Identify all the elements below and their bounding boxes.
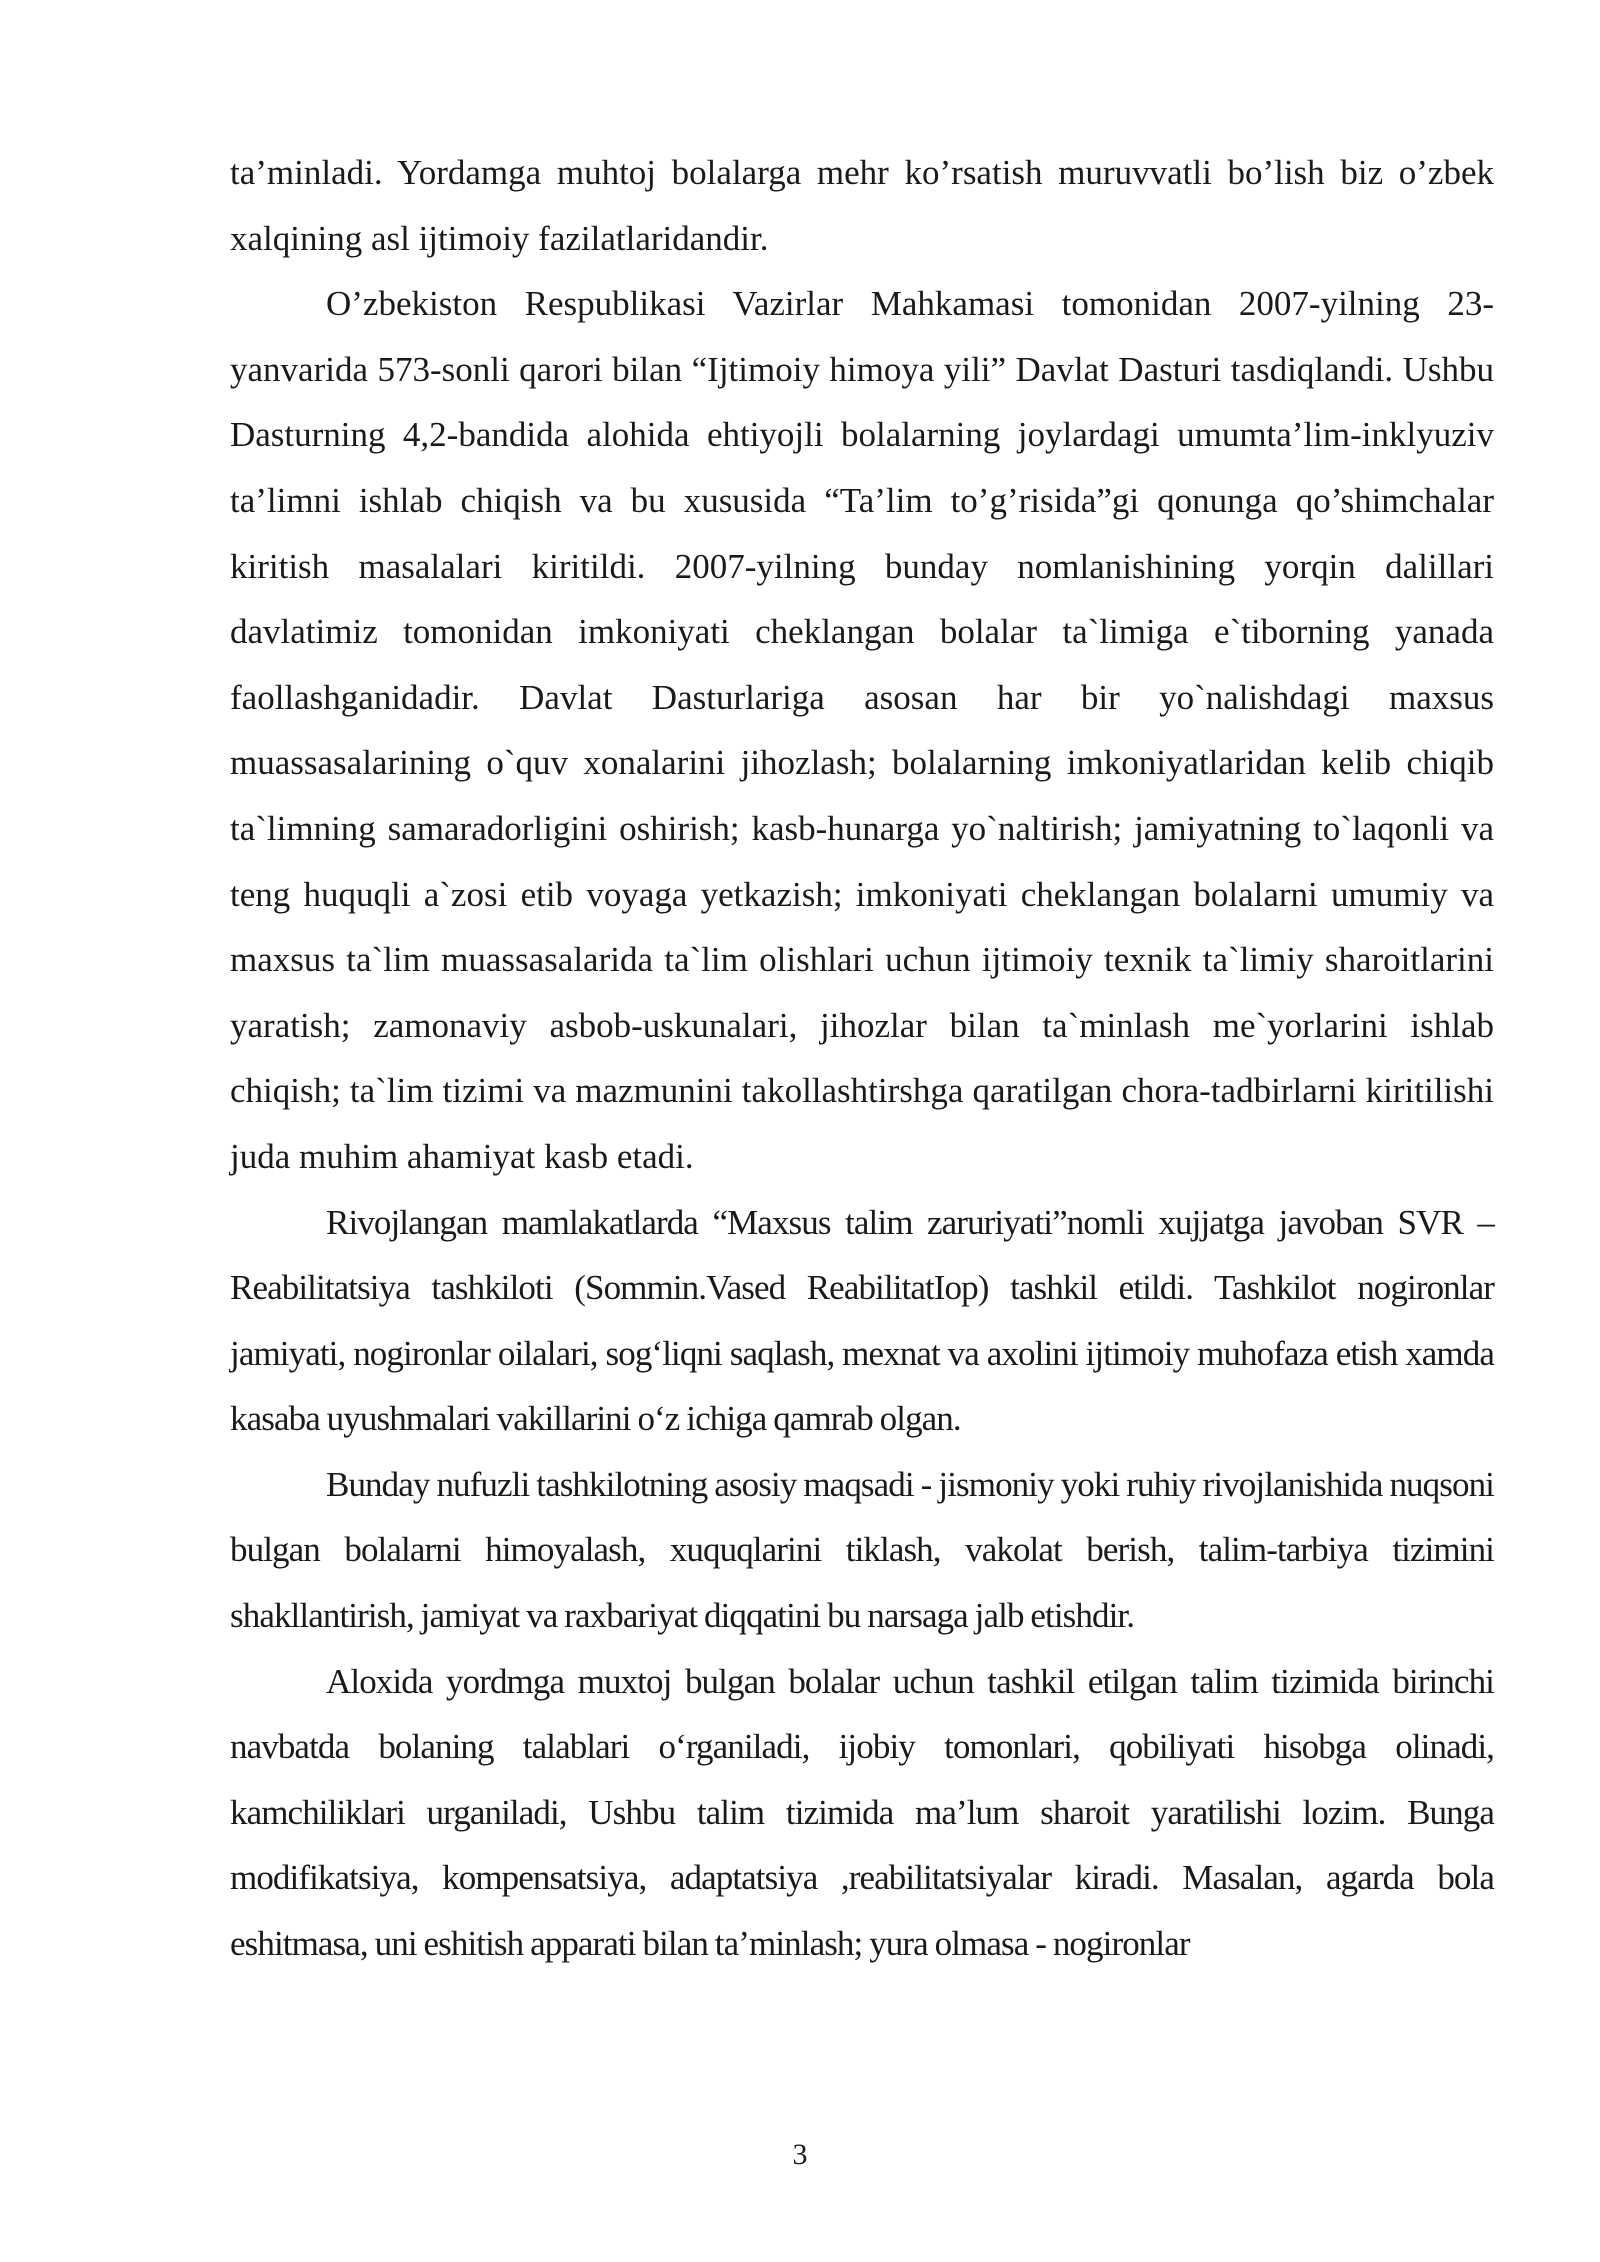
paragraph-program-decree: O’zbekiston Respublikasi Vazirlar Mahkamasi tomonidan 2007-yilning 23-yanvarida 573-sonli qarori bilan “Ijtimoiy himoya yili” Davlat Dasturi tasdiqlandi. Ushbu Dasturning 4,2-bandida alohida ehtiyojli bolalarning joylardagi umumta’lim-inklyuziv ta’limni ishlab chiqish va bu xususida “Ta’lim to’g’risida”gi qonunga qo’shimchalar kiritish masalalari kiritildi. 2007-yilning bunday nomlanishining yorqin dalillari davlatimiz tomonidan imkoniyati cheklangan bolalar ta`limiga e`tiborning yanada faollashganidadir. Davlat Dasturlariga asosan har bir yo`nalishdagi maxsus muassasalarining o`quv xonalarini jihozlash; bolalarning imkoniyatlaridan kelib chiqib ta`limning samaradorligini oshirish; kasb-hunarga yo`naltirish; jamiyatning to`laqonli va teng huquqli a`zosi etib voyaga yetkazish; imkoniyati cheklangan bolalarni umumiy va maxsus ta`lim muassasalarida ta`lim olishlari uchun ijtimoiy texnik ta`limiy sharoitlarini yaratish; zamonaviy asbob-uskunalari, jihozlar bilan ta`minlash me`yorlarini ishlab chiqish; ta`lim tizimi va mazmunini takollashtirshga qaratilgan chora-tadbirlarni kiritilishi juda muhim ahamiyat kasb etadi.	[230, 284, 1494, 1176]
body-text	[230, 140, 1494, 1977]
paragraph-continuation: ta’minladi. Yordamga muhtoj bolalarga mehr ko’rsatish muruvvatli bo’lish biz o’zbek xalqining asl ijtimoiy fazilatlaridandir.	[230, 153, 1494, 258]
page-number: 3	[792, 2138, 808, 2171]
paragraph-svr-organization: Rivojlangan mamlakatlarda “Maxsus talim zaruriyati”nomli xujjatga javoban SVR –Reabilitatsiya tashkiloti (Sommin.Vased ReabilitatIop) tashkil etildi. Tashkilot nogironlar jamiyati, nogironlar oilalari, sog‘liqni saqlash, mexnat va axolini ijtimoiy muhofaza etish xamda kasaba uyushmalari vakillarini o‘z ichiga qamrab olgan.	[230, 1202, 1494, 1439]
paragraph-organization-goal: Bunday nufuzli tashkilotning asosiy maqsadi - jismoniy yoki ruhiy rivojlanishida nuqsoni bulgan bolalarni himoyalash, xuquqlarini tiklash, vakolat berish, talim-tarbiya tizimini shakllantirish, jamiyat va raxbariyat diqqatini bu narsaga jalb etishdir.	[230, 1464, 1494, 1636]
paragraph-education-system: Aloxida yordmga muxtoj bulgan bolalar uchun tashkil etilgan talim tizimida birinchi navbatda bolaning talablari o‘rganiladi, ijobiy tomonlari, qobiliyati hisobga olinadi, kamchiliklari urganiladi, Ushbu talim tizimida ma’lum sharoit yaratilishi lozim. Bunga modifikatsiya, kompensatsiya, adaptatsiya ,reabilitatsiyalar kiradi. Masalan, agarda bola eshitmasa, uni eshitish apparati bilan ta’minlash; yura olmasa - nogironlar	[230, 1661, 1494, 1964]
